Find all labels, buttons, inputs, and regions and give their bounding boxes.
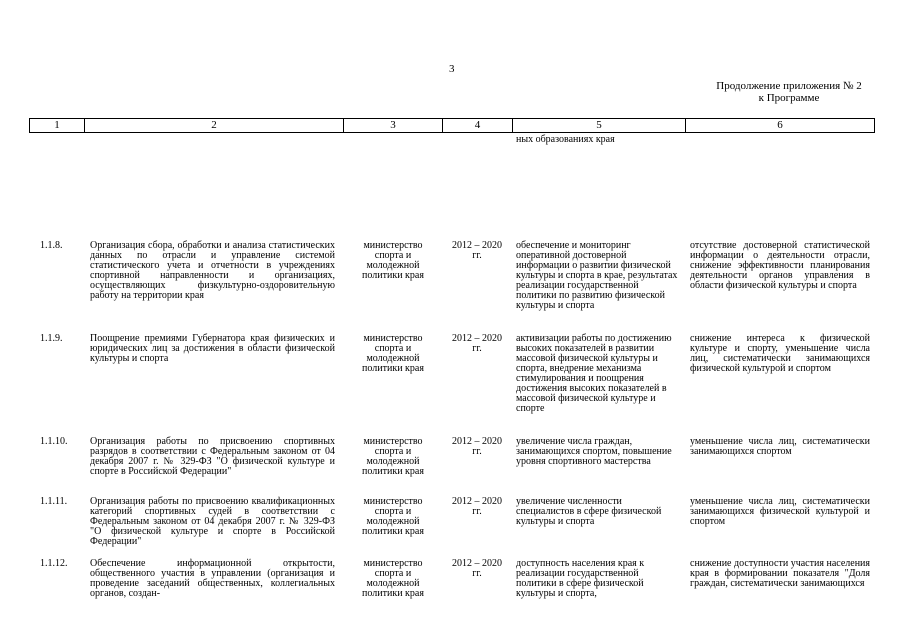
row-number: 1.1.10. <box>40 436 68 447</box>
row-executor: министерство спорта и молодежной политики края <box>362 240 424 281</box>
row-executor: министерство спорта и молодежной политики края <box>362 496 424 537</box>
row-title: Обеспечение информационной открытости, общественного участия в управлении (организация и проведение заседаний общественных, коллегиальных органов, создан- <box>90 558 335 599</box>
header-col-2: 2 <box>85 119 344 132</box>
row-term: 2012 – 2020 гг. <box>452 333 502 354</box>
row-number: 1.1.9. <box>40 333 63 344</box>
row-term: 2012 – 2020 гг. <box>452 436 502 457</box>
row-term: 2012 – 2020 гг. <box>452 240 502 261</box>
header-col-5: 5 <box>513 119 686 132</box>
table-header-row <box>29 118 875 133</box>
header-col-4: 4 <box>443 119 513 132</box>
row-result: обеспечение и мониторинг оперативной достоверной информации о развитии физической культуры и спорта в крае, результатах реализации государственной политики по развитию физической культуры и спорта <box>516 240 678 311</box>
row-executor: министерство спорта и молодежной политики края <box>362 436 424 477</box>
row-number: 1.1.8. <box>40 240 63 251</box>
page-number: 3 <box>449 63 455 75</box>
row-title: Организация работы по присвоению спортивных разрядов в соответствии с Федеральным законом от 04 декабря 2007 г. № 329-ФЗ "О физической культуре и спорте в Российской Федерации" <box>90 436 335 477</box>
row-term: 2012 – 2020 гг. <box>452 496 502 517</box>
row-result: доступность населения края к реализации государственной политики в сфере физической культуры и спорта, <box>516 558 645 599</box>
row-risk: уменьшение числа лиц, систематически занимающихся спортом <box>690 436 870 457</box>
row-result: увеличение численности специалистов в сфере физической культуры и спорта <box>516 496 662 527</box>
header-col-1: 1 <box>30 119 85 132</box>
continuation-text: ных образованиях края <box>516 134 615 145</box>
row-executor: министерство спорта и молодежной политики края <box>362 558 424 599</box>
row-result: увеличение числа граждан, занимающихся спортом, повышение уровня спортивного мастерства <box>516 436 672 467</box>
header-col-6: 6 <box>777 119 783 131</box>
row-number: 1.1.11. <box>40 496 68 507</box>
row-result: активизации работы по достижению высоких показателей в развитии массовой физической культуры и спорта, внедрение механизма стимулирования и поощрения достижения высоких показателей в массовой физической культуре и спорте <box>516 333 672 414</box>
appendix-caption <box>700 80 878 104</box>
row-number: 1.1.12. <box>40 558 68 569</box>
row-title: Поощрение премиями Губернатора края физических и юридических лиц за достижения в области физической культуры и спорта <box>90 333 335 364</box>
row-risk: уменьшение числа лиц, систематически занимающихся физической культурой и спортом <box>690 496 870 527</box>
row-executor: министерство спорта и молодежной политики края <box>362 333 424 374</box>
row-term: 2012 – 2020 гг. <box>452 558 502 579</box>
row-title: Организация сбора, обработки и анализа статистических данных по отрасли и управление системой статистического учета и отчетности в учреждениях спортивной направленности и организациях, осуществляющих физкультурно-оздоровительную работу на территории края <box>90 240 335 301</box>
row-title: Организация работы по присвоению квалификационных категорий спортивных судей в соответствии с Федеральным законом от 04 декабря 2007 г. № 329-ФЗ "О физической культуре и спорте в Российской Федерации" <box>90 496 335 547</box>
row-risk: снижение интереса к физической культуре и спорту, уменьшение числа лиц, систематически занимающихся физической культурой и спортом <box>690 333 870 374</box>
row-risk: снижение доступности участия населения края в формировании показателя "Доля граждан, систематически занимающихся <box>690 558 870 589</box>
row-risk: отсутствие достоверной статистической информации о деятельности отрасли, снижение эффективности планирования деятельности органов управления в области физической культуры и спорта <box>690 240 870 291</box>
appendix-line-2: к Программе <box>758 92 820 104</box>
appendix-line-1: Продолжение приложения № 2 <box>716 80 862 92</box>
header-col-3: 3 <box>344 119 443 132</box>
